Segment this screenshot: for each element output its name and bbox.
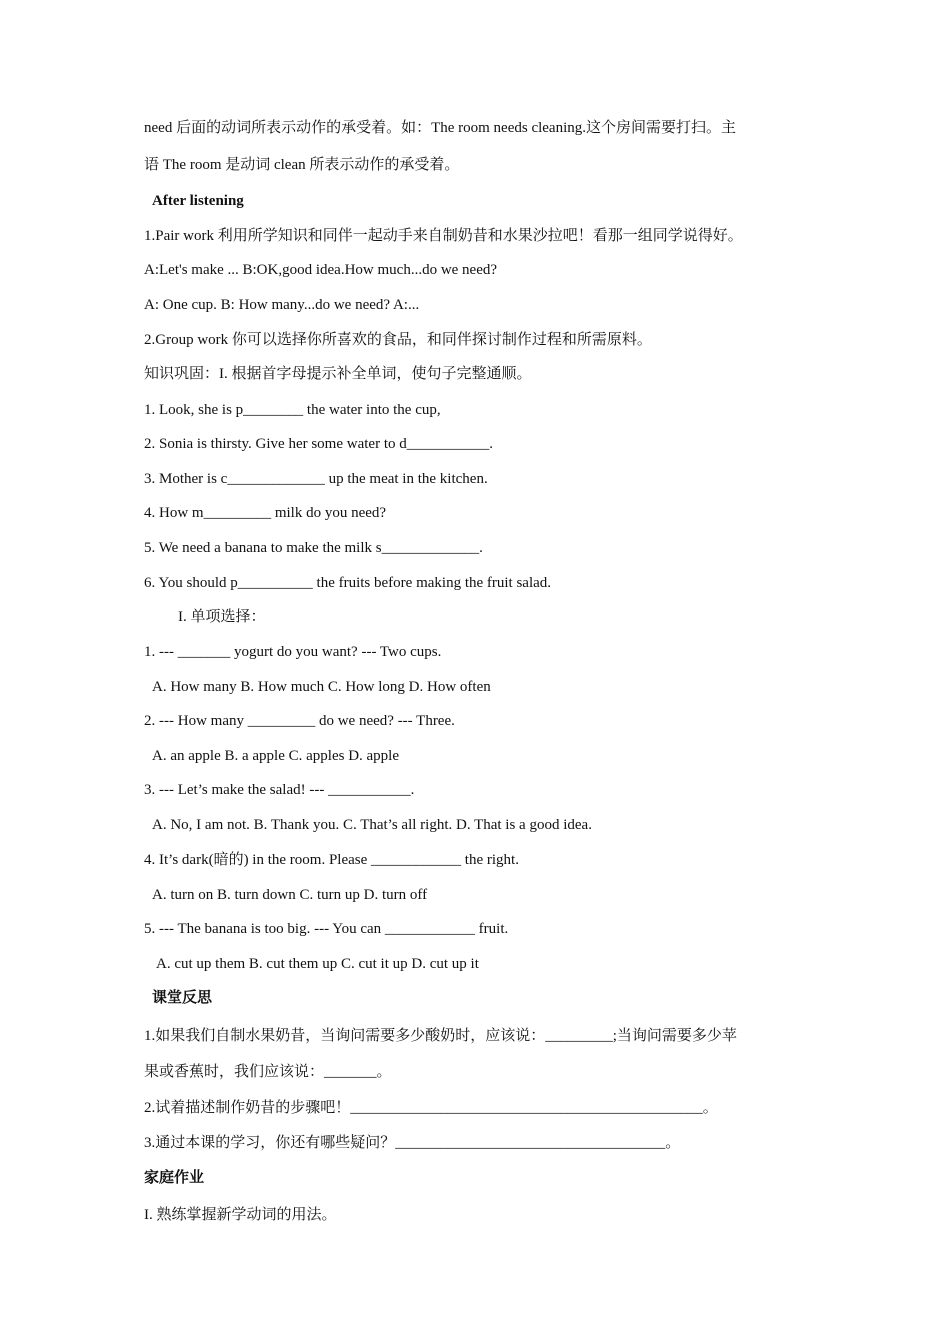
- reflection-item-3: 3.通过本课的学习，你还有哪些疑问？____________________________________。: [144, 1135, 681, 1151]
- consolidation-heading: 知识巩固：I. 根据首字母提示补全单词，使句子完整通顺。: [144, 366, 532, 382]
- choice-heading: I. 单项选择：: [178, 609, 266, 625]
- choice-question: 4. It’s dark(暗的) in the room. Please ____________ the right.: [144, 852, 519, 868]
- fill-in-item: 5. We need a banana to make the milk s_____________.: [144, 540, 483, 556]
- after-listening-heading: After listening: [152, 193, 244, 209]
- fill-in-item: 2. Sonia is thirsty. Give her some water to d___________.: [144, 436, 493, 452]
- choice-options: A. cut up them B. cut them up C. cut it up D. cut up it: [156, 956, 479, 972]
- dialog-line-1: A:Let's make ... B:OK,good idea.How much...do we need?: [144, 262, 498, 278]
- choice-options: A. How many B. How much C. How long D. How often: [152, 679, 491, 695]
- choice-question: 3. --- Let’s make the salad! --- ___________.: [144, 782, 415, 798]
- dialog-line-2: A: One cup. B: How many...do we need? A:...: [144, 297, 420, 313]
- choice-question: 1. --- _______ yogurt do you want? --- Two cups.: [144, 644, 442, 660]
- reflection-item-1-line-2: 果或香蕉时，我们应该说：_______。: [144, 1064, 392, 1080]
- homework-heading: 家庭作业: [144, 1170, 205, 1186]
- choice-options: A. an apple B. a apple C. apples D. apple: [152, 748, 400, 764]
- reflection-heading: 课堂反思: [152, 990, 213, 1006]
- choice-options: A. turn on B. turn down C. turn up D. turn off: [152, 887, 428, 903]
- fill-in-item: 6. You should p__________ the fruits before making the fruit salad.: [144, 575, 552, 591]
- reflection-item-2: 2.试着描述制作奶昔的步骤吧！_______________________________________________。: [144, 1100, 718, 1116]
- group-work-instruction: 2.Group work 你可以选择你所喜欢的食品，和同伴探讨制作过程和所需原料。: [144, 332, 652, 348]
- reflection-item-1-line-1: 1.如果我们自制水果奶昔，当询问需要多少酸奶时，应该说：_________;当询问需要多少苹: [144, 1028, 737, 1044]
- pair-work-instruction: 1.Pair work 利用所学知识和同伴一起动手来自制奶昔和水果沙拉吧！看那一组同学说得好。: [144, 228, 743, 244]
- intro-line-1: need 后面的动词所表示动作的承受着。如：The room needs cleaning.这个房间需要打扫。主: [144, 120, 737, 136]
- homework-item-1: I. 熟练掌握新学动词的用法。: [144, 1207, 337, 1223]
- choice-question: 2. --- How many _________ do we need? --- Three.: [144, 713, 455, 729]
- choice-options: A. No, I am not. B. Thank you. C. That’s all right. D. That is a good idea.: [152, 817, 592, 833]
- fill-in-item: 3. Mother is c_____________ up the meat in the kitchen.: [144, 471, 488, 487]
- fill-in-item: 1. Look, she is p________ the water into the cup,: [144, 402, 441, 418]
- intro-line-2: 语 The room 是动词 clean 所表示动作的承受着。: [144, 157, 460, 173]
- fill-in-item: 4. How m_________ milk do you need?: [144, 505, 387, 521]
- choice-question: 5. --- The banana is too big. --- You can ____________ fruit.: [144, 921, 509, 937]
